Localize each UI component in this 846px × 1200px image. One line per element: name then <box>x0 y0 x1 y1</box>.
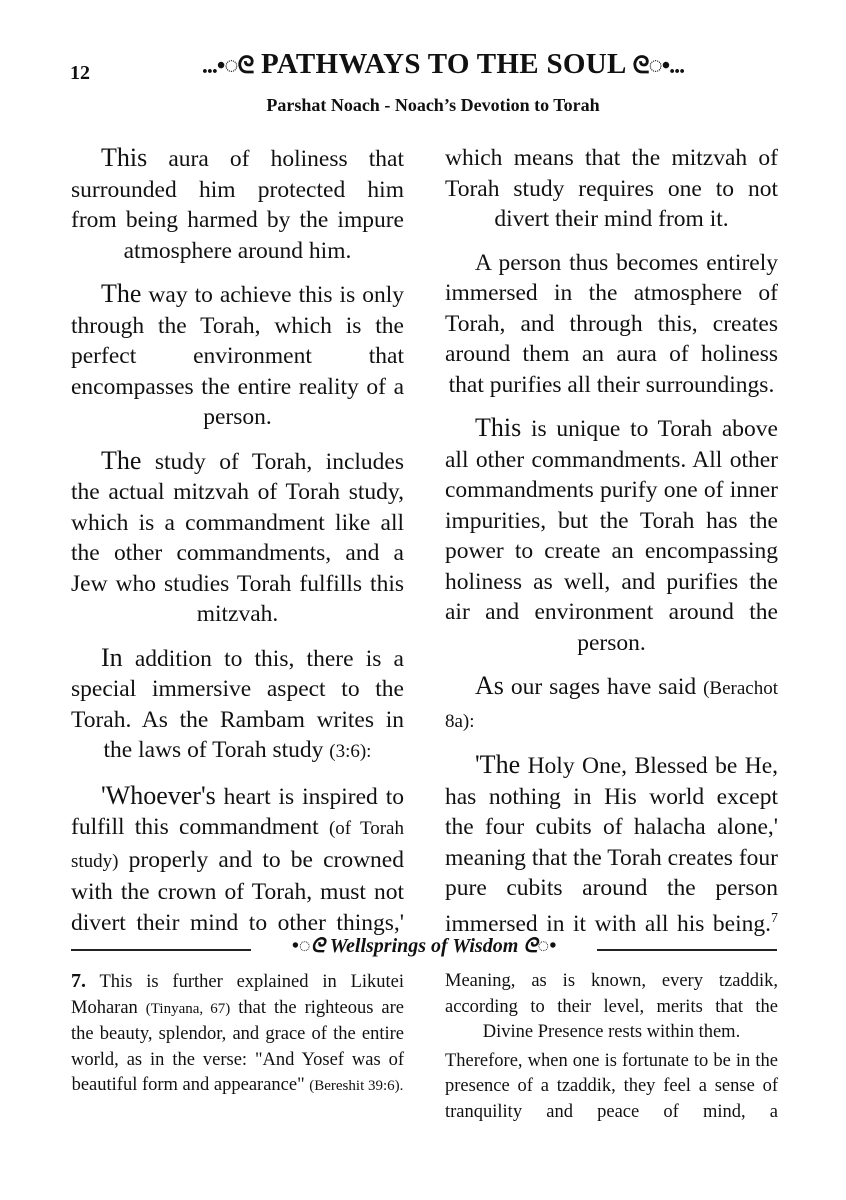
footnote-text: that the righteous are the beauty, splendor, and grace of the entire world, as in the verse: "And Yosef was of beautiful form and appearance" <box>71 997 405 1096</box>
footnote-marker[interactable]: 7 <box>771 910 778 926</box>
paragraph-text: addition to this, there is a special immersive aspect to the Torah. As the Rambam writes in the laws of Torah study <box>71 645 404 763</box>
paragraph <box>445 143 778 235</box>
paragraph <box>445 671 778 737</box>
citation: (3:6): <box>329 741 372 762</box>
running-header <box>40 48 846 81</box>
ornament-left-icon: ...•◌ᘓ <box>201 53 254 79</box>
paragraph-text: Holy One, Blessed be He, has nothing in His world except the four cubits of halacha alone,' meaning that the Torah creates four pure cubits around the person immersed in it with all his being. <box>445 753 778 937</box>
paragraph-text: which means that the mitzvah of Torah study requires one to not divert their mind from it. <box>445 145 778 232</box>
footnote-left-column <box>71 969 404 1103</box>
lead-word: In <box>101 642 123 672</box>
footnote-number: 7. <box>71 970 86 992</box>
right-text-column <box>445 143 778 952</box>
citation: (Berachot 8a): <box>445 678 778 732</box>
lead-word: 'Whoever's <box>101 780 216 810</box>
footnote-right-column <box>445 969 778 1129</box>
footnote-paragraph: Therefore, when one is fortunate to be in the presence of a tzaddik, they feel a sense of tranquility and peace of mind, a <box>445 1050 778 1122</box>
footnote-paragraph: Meaning, as is known, every tzaddik, according to their level, merits that the Divine Presence rests within them. <box>445 971 778 1043</box>
paragraph-text: aura of holiness that surrounded him protected him from being harmed by the impure atmosphere around him. <box>71 146 404 264</box>
lead-word: This <box>101 143 148 172</box>
book-title: PATHWAYS TO THE SOUL <box>260 48 626 80</box>
lead-word: The <box>101 279 142 308</box>
citation: (Bereshit 39:6). <box>309 1078 404 1095</box>
paragraph <box>445 750 778 939</box>
paragraph <box>445 248 778 401</box>
lead-word: As <box>475 671 504 700</box>
paragraph <box>71 279 404 433</box>
lead-word: 'The <box>475 750 521 779</box>
ornament-right-icon: ᘓ◌•... <box>632 53 685 79</box>
paragraph <box>71 643 404 768</box>
paragraph-text: heart is inspired to fulfill this commandment <box>71 783 404 840</box>
section-label: •◌ᘓ Wellsprings of Wisdom ᘓ◌• <box>291 935 557 957</box>
paragraph-text: way to achieve this is only through the Torah, which is the perfect environment that encompasses the entire reality of a person. <box>71 282 404 430</box>
footnote <box>71 969 404 1100</box>
paragraph-text: A person thus becomes entirely immersed in the atmosphere of Torah, and through this, creates around them an aura of holiness that purifies all their surroundings. <box>445 249 778 398</box>
lead-word: This <box>475 413 522 442</box>
paragraph <box>71 781 404 939</box>
paragraph-text: properly and to be crowned with the crown of Torah, must not divert their mind to other things,' <box>71 846 404 936</box>
divider-line-right <box>597 949 777 951</box>
citation: (Tinyana, 67) <box>145 1000 231 1017</box>
paragraph-text: our sages have said <box>503 674 704 700</box>
footnote-divider <box>71 935 777 963</box>
footnote-text: This is further explained in Likutei Moharan <box>71 972 404 1018</box>
paragraph-text: study of Torah, includes the actual mitzvah of Torah study, which is a commandment like all the other commandments, and a Jew who studies Torah fulfills this mitzvah. <box>71 448 404 627</box>
paragraph <box>71 143 404 266</box>
chapter-subtitle: Parshat Noach - Noach’s Devotion to Torah <box>266 95 600 115</box>
left-text-column <box>71 143 404 951</box>
lead-word: The <box>101 445 142 475</box>
page-number: 12 <box>70 62 90 84</box>
paragraph <box>445 413 778 658</box>
citation: (of Torah study) <box>71 818 404 872</box>
paragraph-text: is unique to Torah above all other commandments. All other commandments purify one of inner impurities, but the Torah has the power to create an encompassing holiness as well, and purifies the air and environment around the person. <box>445 416 778 656</box>
paragraph <box>71 446 404 630</box>
